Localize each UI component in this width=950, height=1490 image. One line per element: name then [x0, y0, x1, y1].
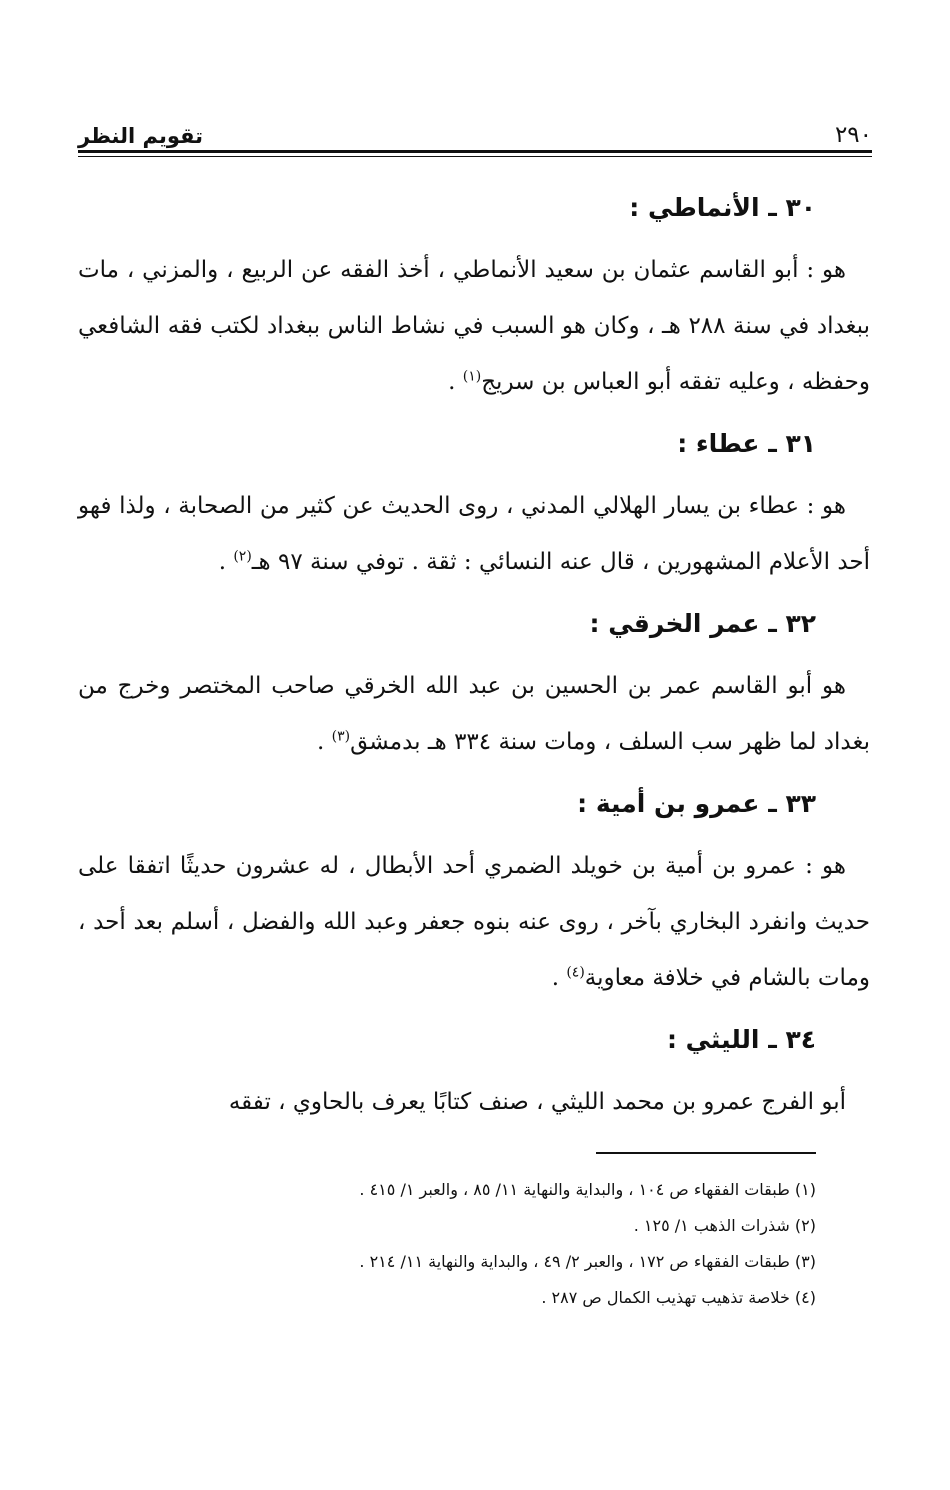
entry-32	[78, 596, 870, 770]
entry-31	[78, 416, 870, 590]
entry-body: أبو الفرج عمرو بن محمد الليثي ، صنف كتابًا يعرف بالحاوي ، تفقه	[228, 1089, 846, 1115]
footnote-3: (٣) طبقات الفقهاء ص ١٧٢ ، والعبر ٢/ ٤٩ ، والبداية والنهاية ١١/ ٢١٤ .	[359, 1252, 816, 1271]
entry-text	[78, 1074, 870, 1130]
entry-text	[78, 658, 870, 770]
entry-text	[78, 838, 870, 1006]
footnote-ref[interactable]: (٢)	[233, 548, 252, 565]
footnote-2: (٢) شذرات الذهب ١/ ١٢٥ .	[633, 1216, 816, 1235]
entry-tail: .	[551, 965, 567, 991]
entry-title: ٣٢ ـ عمر الخرقي :	[589, 609, 816, 638]
entry-tail: .	[448, 369, 463, 395]
page-number: ٢٩٠	[834, 122, 872, 148]
entry-title: ٣٤ ـ الليثي :	[666, 1025, 816, 1054]
header-rule-thick	[78, 150, 872, 153]
entry-tail: .	[317, 729, 332, 755]
entry-title: ٣٣ ـ عمرو بن أمية :	[577, 789, 816, 818]
entry-title: ٣٠ ـ الأنماطي :	[629, 193, 816, 222]
footnote-4: (٤) خلاصة تذهيب تهذيب الكمال ص ٢٨٧ .	[541, 1288, 816, 1307]
entry-text	[78, 242, 870, 410]
page-header	[78, 112, 872, 148]
running-title: تقويم النظر	[78, 124, 204, 148]
entry-33	[78, 776, 870, 1006]
footnote-separator	[596, 1152, 816, 1154]
footnote-1: (١) طبقات الفقهاء ص ١٠٤ ، والبداية والنهاية ١١/ ٨٥ ، والعبر ١/ ٤١٥ .	[359, 1180, 816, 1199]
entry-34	[78, 1012, 846, 1130]
entry-title: ٣١ ـ عطاء :	[677, 429, 816, 458]
entry-body: هو : أبو القاسم عثمان بن سعيد الأنماطي ، أخذ الفقه عن الربيع ، والمزني ، مات ببغداد في سنة ٢٨٨ هـ ، وكان هو السبب في نشاط الناس ببغداد لكتب فقه الشافعي وحفظه ، وعليه تفقه أبو العباس بن سريج	[78, 257, 870, 395]
entry-body: هو : عمرو بن أمية بن خويلد الضمري أحد الأبطال ، له عشرون حديثًا اتفقا على حديث وانفرد البخاري بآخر ، روى عنه بنوه جعفر وعبد الله والفضل ، أسلم بعد أحد ، ومات بالشام في خلافة معاوية	[78, 853, 870, 991]
footnote-ref[interactable]: (١)	[462, 368, 482, 385]
entry-text	[78, 478, 870, 590]
entry-tail: .	[218, 549, 234, 575]
footnotes	[78, 1172, 816, 1316]
entry-body: هو أبو القاسم عمر بن الحسين بن عبد الله الخرقي صاحب المختصر وخرج من بغداد لما ظهر سب السلف ، ومات سنة ٣٣٤ هـ بدمشق	[78, 673, 870, 755]
entry-body: هو : عطاء بن يسار الهلالي المدني ، روى الحديث عن كثير من الصحابة ، ولذا فهو أحد الأعلام المشهورين ، قال عنه النسائي : ثقة . توفي سنة ٩٧ هـ	[78, 493, 870, 575]
header-rule-thin	[78, 156, 872, 157]
entry-30	[78, 180, 870, 410]
footnote-ref[interactable]: (٣)	[331, 728, 351, 745]
footnote-ref[interactable]: (٤)	[566, 964, 585, 981]
page-body	[78, 180, 870, 1136]
